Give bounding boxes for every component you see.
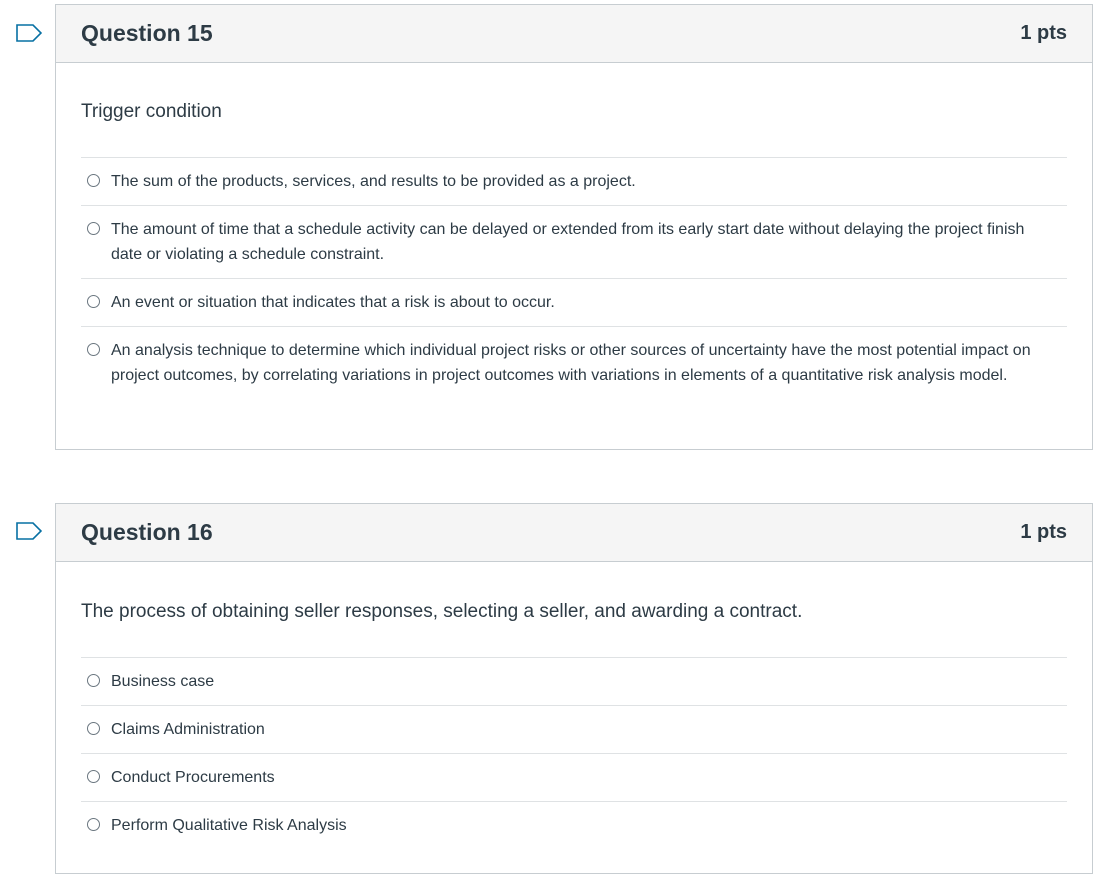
answer-option[interactable]	[81, 157, 1067, 205]
answer-option[interactable]	[81, 278, 1067, 326]
answer-label: Perform Qualitative Risk Analysis	[111, 817, 347, 834]
answer-label: The sum of the products, services, and results to be provided as a project.	[111, 173, 636, 190]
flag-question-icon[interactable]	[16, 522, 42, 540]
question-16	[55, 503, 1093, 874]
flag-question-icon[interactable]	[16, 24, 42, 42]
answer-label: The amount of time that a schedule activity can be delayed or extended from its early start date without delaying the project finish date or violating a schedule constraint.	[111, 221, 1025, 263]
answer-option[interactable]	[81, 705, 1067, 753]
radio-empty-icon[interactable]	[87, 818, 100, 831]
question-text: The process of obtaining seller responses, selecting a seller, and awarding a contract.	[81, 601, 803, 622]
answer-label: Claims Administration	[111, 721, 265, 738]
answer-list	[81, 157, 1067, 399]
question-points: 1 pts	[1020, 22, 1067, 44]
question-header	[56, 504, 1092, 562]
answer-option[interactable]	[81, 326, 1067, 399]
radio-empty-icon[interactable]	[87, 174, 100, 187]
answer-label: Business case	[111, 673, 215, 690]
answer-label: An analysis technique to determine which individual project risks or other sources of uncertainty have the most potential impact on project outcomes, by correlating variations in project outcomes with variations in elements of a quantitative risk analysis model.	[111, 342, 1031, 384]
answer-label: Conduct Procurements	[111, 769, 275, 786]
radio-empty-icon[interactable]	[87, 343, 100, 356]
radio-empty-icon[interactable]	[87, 222, 100, 235]
answer-option[interactable]	[81, 657, 1067, 705]
answer-option[interactable]	[81, 205, 1067, 278]
question-points: 1 pts	[1020, 521, 1067, 543]
radio-empty-icon[interactable]	[87, 295, 100, 308]
question-text: Trigger condition	[81, 101, 222, 122]
question-title: Question 16	[81, 519, 213, 545]
answer-list	[81, 657, 1067, 849]
radio-empty-icon[interactable]	[87, 770, 100, 783]
radio-empty-icon[interactable]	[87, 722, 100, 735]
answer-label: An event or situation that indicates that a risk is about to occur.	[111, 294, 555, 311]
question-15	[55, 4, 1093, 450]
question-title: Question 15	[81, 20, 213, 46]
radio-empty-icon[interactable]	[87, 674, 100, 687]
question-header	[56, 5, 1092, 63]
answer-option[interactable]	[81, 753, 1067, 801]
answer-option[interactable]	[81, 801, 1067, 849]
